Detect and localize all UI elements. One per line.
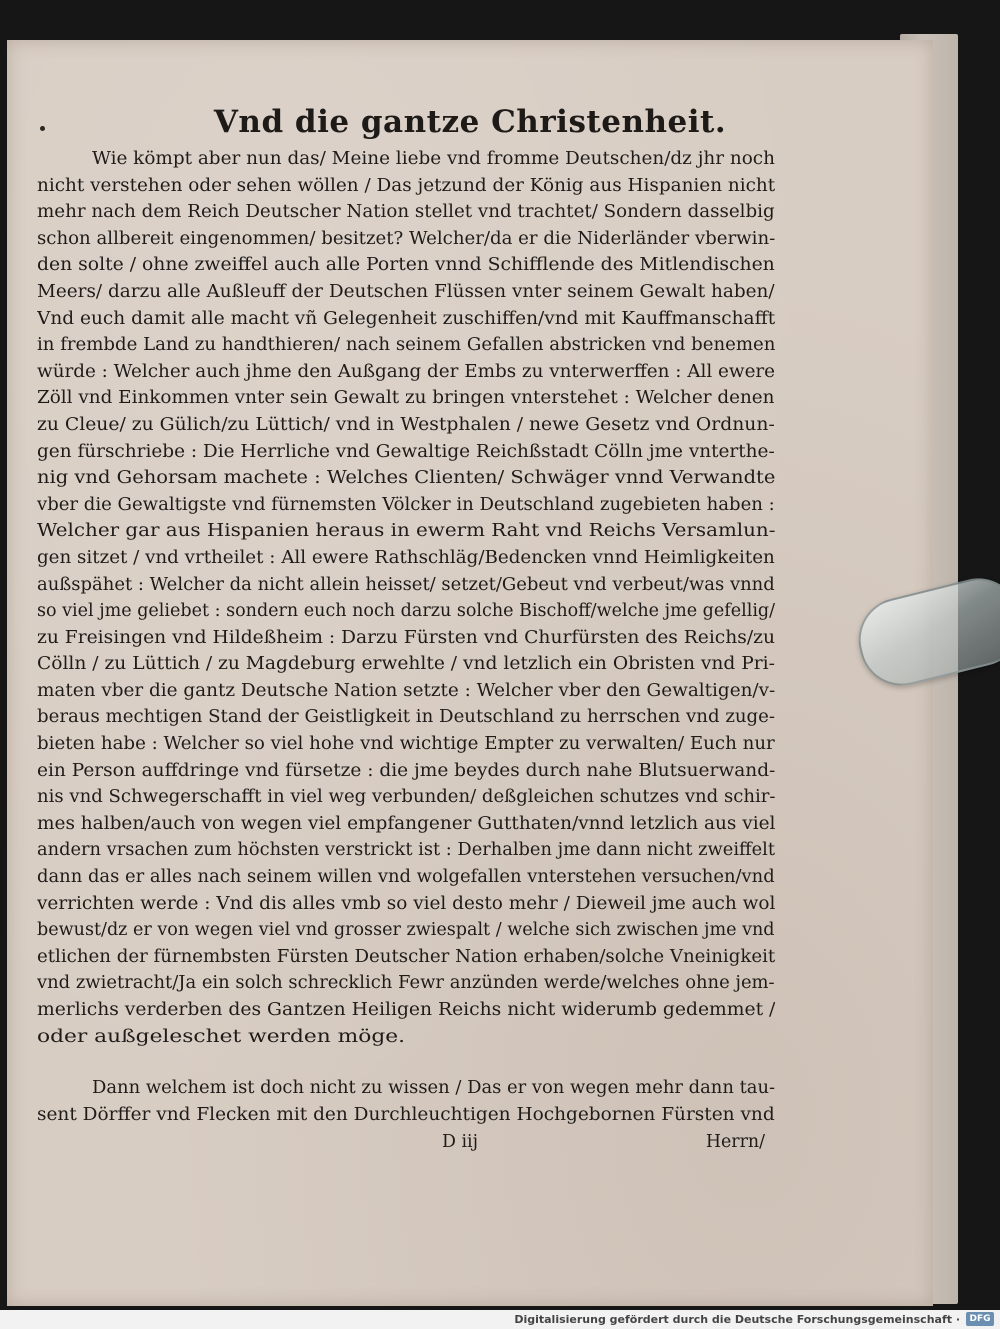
text-line: zu Freisingen vnd Hildeßheim : Darzu Fürsten vnd Churfürsten des Reichs/zu	[37, 627, 775, 648]
text-line: Wie kömpt aber nun das/ Meine liebe vnd fromme Deutschen/dz jhr noch	[92, 149, 775, 169]
text-line: andern vrsachen zum höchsten verstrickt ist : Derhalben jme dann nicht zweiffelt	[37, 840, 775, 861]
catchword: Herrn/	[705, 1132, 765, 1152]
text-line: würde : Welcher auch jhme den Außgang der Embs zu vnterwerffen : All ewere	[37, 361, 775, 382]
paragraph-2	[37, 1075, 775, 1128]
text-line: vnd zwietracht/Ja ein solch schrecklich Fewr anzünden werde/welches ohne jem-	[37, 973, 775, 994]
text-line: so viel jme geliebet : sondern euch noch darzu solche Bischoff/welche jme gefellig/	[37, 601, 775, 622]
text-line: ein Person auffdringe vnd fürsetze : die jme beydes durch nahe Blutsuerwand-	[37, 760, 775, 781]
text-line: maten vber die gantz Deutsche Nation setzte : Welcher vber den Gewaltigen/v-	[37, 680, 775, 701]
book-page	[7, 40, 933, 1306]
text-line: außspähet : Welcher da nicht allein heisset/ setzet/Gebeut vnd verbeut/was vnnd	[37, 574, 775, 595]
text-line: verrichten werde : Vnd dis alles vmb so viel desto mehr / Dieweil jme auch wol	[37, 893, 775, 914]
text-line: beraus mechtigen Stand der Geistligkeit in Deutschland zu herrschen vnd zuge-	[37, 707, 775, 728]
text-line: vber die Gewaltigste vnd fürnemsten Völcker in Deutschland zugebieten haben :	[37, 494, 775, 515]
page-footer-line	[37, 1132, 775, 1158]
text-line: gen fürschriebe : Die Herrliche vnd Gewaltige Reichßstadt Cölln jme vnterthe-	[37, 441, 775, 462]
running-head: Vnd die gantze Christenheit.	[213, 104, 727, 140]
text-line: nicht verstehen oder sehen wöllen / Das jetzund der König aus Hispanien nicht	[37, 175, 775, 196]
signature-mark: D iij	[442, 1132, 478, 1152]
text-line: Vnd euch damit alle macht vñ Gelegenheit zuschiffen/vnd mit Kauffmanschafft	[37, 308, 775, 329]
text-line: Dann welchem ist doch nicht zu wissen / Das er von wegen mehr dann tau-	[92, 1078, 775, 1098]
text-line: bewust/dz er von wegen viel vnd grosser zwiespalt / welche sich zwischen jme vnd	[37, 920, 775, 941]
text-line: Meers/ darzu alle Außleuff der Deutschen Flüssen vnter seinem Gewalt haben/	[37, 281, 775, 302]
paragraph-1	[37, 146, 775, 1050]
credit-bar	[0, 1310, 1000, 1329]
text-line: zu Cleue/ zu Gülich/zu Lüttich/ vnd in Westphalen / newe Gesetz vnd Ordnun-	[37, 414, 775, 435]
text-line: den solte / ohne zweiffel auch alle Porten vnnd Schifflende des Mitlendischen	[37, 255, 775, 276]
text-line: gen sitzet / vnd vrtheilet : All ewere Rathschläg/Bedencken vnnd Heimligkeiten	[37, 547, 775, 568]
text-line: schon allbereit eingenommen/ besitzet? Welcher/da er die Niderländer vberwin-	[37, 228, 775, 249]
text-line: Zöll vnd Einkommen vnter sein Gewalt zu bringen vnterstehet : Welcher denen	[37, 388, 775, 409]
text-line: mes halben/auch von wegen viel empfangener Gutthaten/vnnd letzlich aus viel	[37, 813, 775, 834]
text-line: Welcher gar aus Hispanien heraus in ewerm Raht vnd Reichs Versamlun-	[37, 521, 775, 542]
text-line: sent Dörffer vnd Flecken mit den Durchleuchtigen Hochgebornen Fürsten vnd	[37, 1104, 775, 1125]
text-line: merlichs verderben des Gantzen Heiligen Reichs nicht widerumb gedemmet /	[37, 1000, 775, 1020]
text-line: Cölln / zu Lüttich / zu Magdeburg erwehlte / vnd letzlich ein Obristen vnd Pri-	[37, 654, 775, 675]
credit-text: Digitalisierung gefördert durch die Deutsche Forschungsgemeinschaft ·	[514, 1313, 960, 1326]
text-line: oder außgeleschet werden möge.	[37, 1026, 406, 1047]
text-line: nis vnd Schwegerschafft in viel weg verbunden/ deßgleichen schutzes vnd schir-	[37, 787, 775, 808]
text-line: etlichen der fürnembsten Fürsten Deutscher Nation erhaben/solche Vneinigkeit	[37, 946, 775, 967]
text-line: in frembde Land zu handthieren/ nach seinem Gefallen abstricken vnd benemen	[37, 335, 775, 356]
text-line: mehr nach dem Reich Deutscher Nation stellet vnd trachtet/ Sondern dasselbig	[37, 202, 775, 223]
text-line: dann das er alles nach seinem willen vnd wolgefallen vnterstehen versuchen/vnd	[37, 867, 775, 888]
dfg-logo-icon: DFG	[966, 1312, 994, 1326]
text-line: nig vnd Gehorsam machete : Welches Clienten/ Schwäger vnnd Verwandte	[37, 468, 775, 489]
text-line: bieten habe : Welcher so viel hohe vnd wichtige Empter zu verwalten/ Euch nur	[37, 734, 775, 755]
